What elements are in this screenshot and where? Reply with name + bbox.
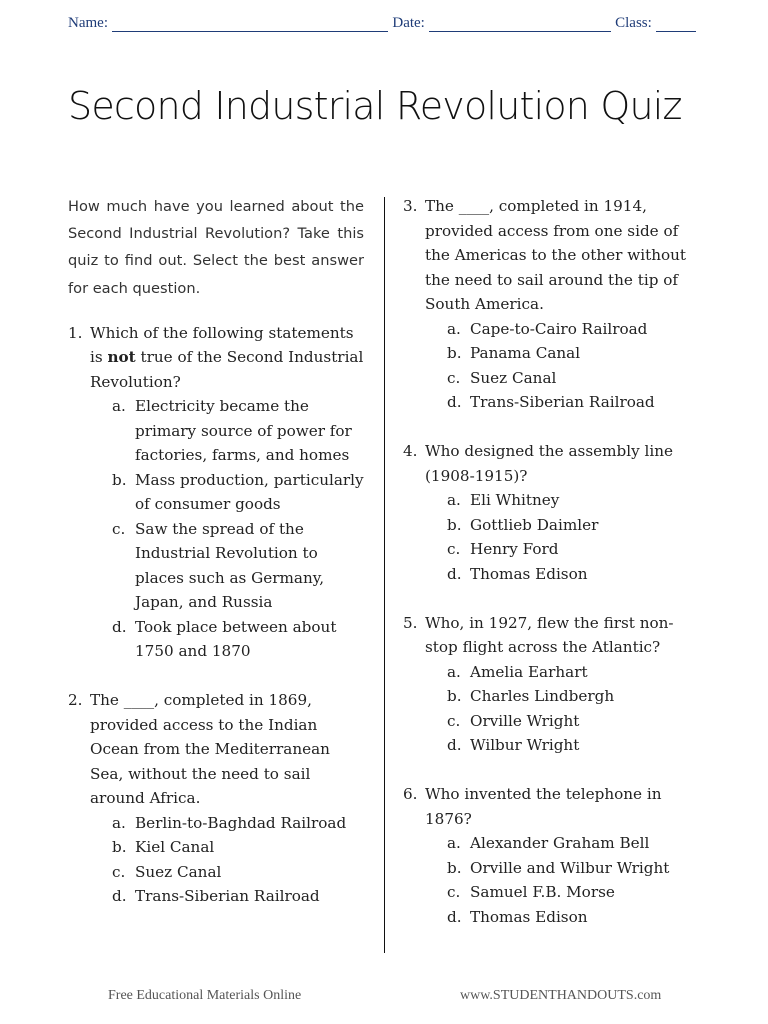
answer-option[interactable] — [112, 394, 364, 468]
answer-option[interactable] — [112, 615, 364, 664]
option-text: Samuel F.B. Morse — [470, 883, 615, 901]
answer-option[interactable] — [447, 513, 703, 538]
option-letter: c. — [447, 883, 461, 901]
footer-left-text: Free Educational Materials Online — [108, 988, 302, 1003]
question-text: Which of the following statements is not true of the Second Industrial Revolution? — [90, 323, 364, 391]
answer-option[interactable] — [447, 831, 703, 856]
question-6 — [403, 782, 703, 929]
option-text: Thomas Edison — [470, 564, 588, 583]
answer-option[interactable] — [447, 733, 703, 758]
option-letter: b. — [447, 515, 462, 534]
option-letter: c. — [112, 862, 126, 881]
footer-website-link[interactable]: www.STUDENTHANDOUTS.com — [460, 988, 662, 1003]
answer-option[interactable] — [447, 537, 703, 562]
option-text: Mass production, particularly of consumer goods — [135, 470, 364, 514]
option-letter: a. — [112, 813, 126, 832]
answer-option[interactable] — [447, 709, 703, 734]
answer-option[interactable] — [447, 390, 703, 415]
question-number: 4. — [403, 442, 418, 460]
question-text: Who designed the assembly line (1908-1915)? — [425, 442, 673, 485]
option-letter: d. — [447, 393, 462, 411]
answer-option[interactable] — [447, 317, 703, 342]
class-blank[interactable] — [656, 17, 696, 32]
intro-paragraph: How much have you learned about the Second Industrial Revolution? Take this quiz to find out. Select the best answer for each question. — [68, 198, 364, 297]
answer-option[interactable] — [447, 341, 703, 366]
answer-option[interactable] — [112, 860, 364, 885]
option-text: Orville Wright — [470, 711, 580, 730]
answer-option[interactable] — [447, 856, 703, 881]
answer-option[interactable] — [447, 905, 703, 930]
column-divider — [384, 197, 385, 953]
answer-option[interactable] — [112, 811, 364, 836]
option-letter: c. — [447, 711, 461, 730]
option-text: Suez Canal — [135, 862, 222, 881]
option-letter: d. — [447, 736, 462, 754]
answer-option[interactable] — [447, 366, 703, 391]
option-text: Suez Canal — [470, 368, 557, 387]
option-letter: c. — [112, 519, 126, 538]
option-text: Kiel Canal — [135, 838, 215, 857]
class-label: Class: — [615, 15, 652, 31]
date-blank[interactable] — [429, 17, 611, 32]
option-text: Charles Lindbergh — [470, 687, 615, 705]
answer-option[interactable] — [447, 880, 703, 905]
page-title: Second Industrial Revolution Quiz — [68, 84, 682, 128]
answer-option[interactable] — [112, 517, 364, 615]
option-letter: a. — [447, 319, 461, 338]
question-number: 5. — [403, 613, 418, 632]
question-1 — [68, 321, 364, 664]
option-text: Eli Whitney — [470, 491, 560, 509]
option-text: Henry Ford — [470, 540, 559, 558]
question-3 — [403, 194, 703, 415]
worksheet-header — [68, 15, 700, 32]
option-letter: a. — [112, 397, 126, 416]
option-letter: b. — [447, 858, 462, 877]
question-2 — [68, 688, 364, 909]
option-text: Took place between about 1750 and 1870 — [135, 617, 337, 661]
option-letter: d. — [447, 907, 462, 926]
question-emphasis: not — [107, 348, 136, 367]
option-letter: b. — [112, 470, 127, 489]
option-letter: a. — [447, 491, 461, 509]
question-text: Who, in 1927, flew the first non-stop flight across the Atlantic? — [425, 613, 674, 656]
left-column — [68, 193, 364, 933]
option-text: Panama Canal — [470, 344, 581, 362]
question-text: Who invented the telephone in 1876? — [425, 785, 662, 828]
question-4 — [403, 439, 703, 586]
option-text: Alexander Graham Bell — [470, 834, 650, 852]
option-text: Electricity became the primary source of power for factories, farms, and homes — [135, 397, 352, 465]
answer-option[interactable] — [447, 684, 703, 709]
option-letter: b. — [112, 838, 127, 857]
question-text: The ____, completed in 1914, provided access from one side of the Americas to the other without the need to sail around the tip of South America. — [425, 197, 687, 313]
option-text: Thomas Edison — [470, 907, 588, 926]
answer-option[interactable] — [112, 835, 364, 860]
name-label: Name: — [68, 15, 108, 31]
option-text: Gottlieb Daimler — [470, 515, 599, 534]
option-text: Wilbur Wright — [470, 736, 580, 754]
question-number: 6. — [403, 785, 418, 803]
option-text: Amelia Earhart — [470, 662, 588, 681]
answer-option[interactable] — [112, 468, 364, 517]
option-text: Trans-Siberian Railroad — [470, 393, 655, 411]
option-letter: a. — [447, 834, 461, 852]
answer-option[interactable] — [447, 488, 703, 513]
option-text: Cape-to-Cairo Railroad — [470, 319, 648, 338]
option-text: Orville and Wilbur Wright — [470, 858, 670, 877]
option-letter: d. — [112, 617, 127, 636]
option-text: Saw the spread of the Industrial Revolution to places such as Germany, Japan, and Russia — [135, 519, 325, 612]
option-letter: a. — [447, 662, 461, 681]
answer-option[interactable] — [112, 884, 364, 909]
right-column — [403, 194, 703, 954]
option-letter: b. — [447, 344, 462, 362]
answer-option[interactable] — [447, 660, 703, 685]
option-text: Trans-Siberian Railroad — [135, 887, 320, 906]
option-letter: c. — [447, 368, 461, 387]
question-number: 3. — [403, 197, 418, 215]
option-text: Berlin-to-Baghdad Railroad — [135, 813, 347, 832]
option-letter: c. — [447, 540, 461, 558]
question-number: 1. — [68, 323, 83, 342]
option-letter: d. — [112, 887, 127, 906]
question-text: The ____, completed in 1869, provided access to the Indian Ocean from the Mediterranean Sea, without the need to sail around Africa. — [90, 691, 330, 808]
option-letter: d. — [447, 564, 462, 583]
option-letter: b. — [447, 687, 462, 705]
name-blank[interactable] — [112, 17, 388, 32]
question-number: 2. — [68, 691, 83, 710]
answer-option[interactable] — [447, 562, 703, 587]
question-5 — [403, 611, 703, 758]
date-label: Date: — [392, 15, 425, 31]
